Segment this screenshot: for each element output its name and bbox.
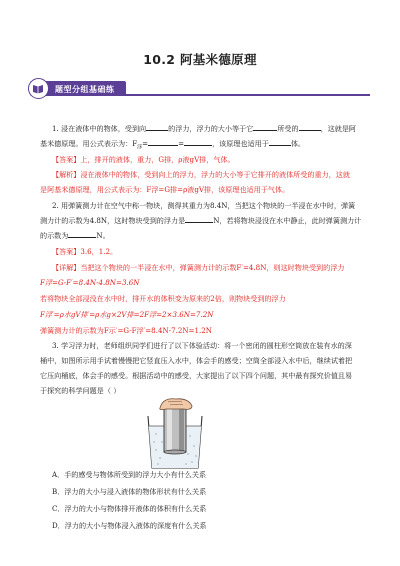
q3-option-b: B．浮力的大小与浸入液体的物体形状有什么关系: [52, 487, 207, 496]
banner-label: 题型分组基础练: [55, 85, 115, 94]
q1-line1: 1. 浸在液体中的物体，受到向 的浮力，浮力的大小等于它 所受的 ，这就是阿: [52, 124, 357, 133]
experiment-figure: [132, 398, 220, 470]
q2-detail-line4: F浮′=ρ水gV排′=ρ水g×2V排=2F浮=2×3.6N=7.2N: [40, 310, 214, 319]
q2-detail-line5: 弹簧测力计的示数为F示′=G-F浮′=8.4N-7.2N=1.2N: [40, 326, 212, 335]
q1-analysis-line1: 【解析】浸在液体中的物体，受到向上的浮力，浮力的大小等于它排开的液体所受的重力，这就: [52, 170, 350, 179]
q1-analysis-line2: 是阿基米德原理，用公式表示为：F浮=G排=ρ液gV排，该原理也适用于气体。: [40, 185, 290, 194]
q2-detail-line2: F浮=G-F′=8.4N-4.8N=3.6N: [40, 278, 140, 287]
q2-line1: 2. 用弹簧测力计在空气中称一物块，测得其重力为8.4N，当把这个物块的一半浸在水中时，弹簧: [52, 201, 356, 210]
q3-option-d: D．浮力的大小与物体浸入液体的深度有什么关系: [52, 521, 207, 530]
q3-line3: 它压向桶底，体会手的感受。根据活动中的感受，大家提出了以下四个问题，其中最有探究价值且易: [40, 371, 353, 380]
q3-line4: 于探究的科学问题是（ ）: [40, 386, 121, 395]
q2-detail-line1: 【详解】当把这个物块的一半浸在水中，弹簧测力计的示数F′=4.8N，则这时物块受到的浮力: [52, 263, 345, 272]
q1-answer: 【答案】上，排开的液体，重力，G排，ρ液gV排，气体。: [52, 155, 235, 164]
q2-line3: 的示数为 N。: [40, 231, 110, 240]
page-title: 10.2 阿基米德原理: [143, 52, 257, 67]
q2-detail-line3: 若将物块全部浸没在水中时，排开水的体积变为原来的2倍，则物块受到的浮力: [40, 294, 286, 303]
q3-option-a: A．手的感受与物体所受到的浮力大小有什么关系: [52, 470, 207, 479]
q3-option-c: C．浮力的大小与物体排开液体的体积有什么关系: [52, 504, 207, 513]
q3-line2: 桶中，如图所示用手试着慢慢把它竖直压入水中，体会手的感受；空筒全部浸入水中后，继续试着把: [40, 356, 353, 365]
q1-line2: 基米德原理。用公式表示为：$F_浮=$ = ，该原理也适用于 体。: [40, 139, 305, 151]
book-icon: [28, 78, 49, 99]
section-banner: [30, 79, 370, 99]
q2-answer: 【答案】3.6，1.2。: [52, 247, 118, 256]
q2-line2: 测力计的示数为4.8N，这时物块受到的浮力是 N，若将物块浸没在水中静止，此时弹簧测力计: [40, 216, 362, 225]
q3-line1: 3. 学习浮力时，老师组织同学们进行了以下体验活动：将一个密闭的圆柱形空筒放在装有水的深: [52, 341, 352, 350]
